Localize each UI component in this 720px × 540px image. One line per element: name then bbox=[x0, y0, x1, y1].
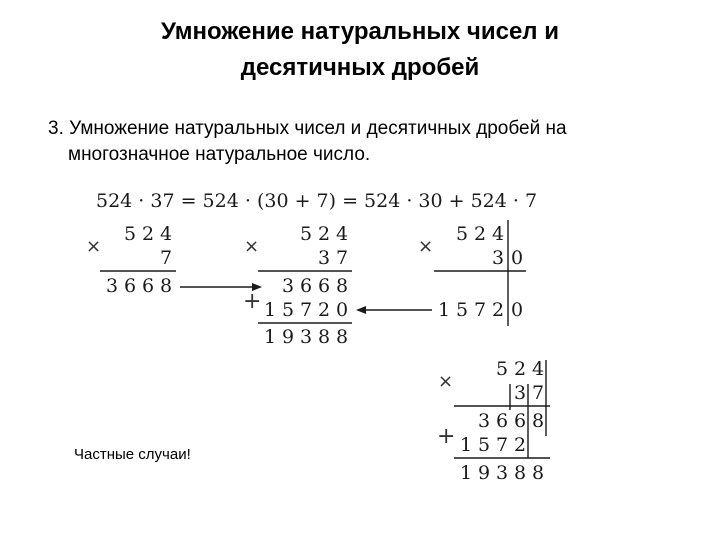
digit: 6 bbox=[496, 410, 509, 432]
digit: 1 bbox=[264, 299, 277, 321]
times-sign: × bbox=[438, 371, 454, 392]
digit: 0 bbox=[511, 299, 524, 321]
times-sign: × bbox=[86, 236, 102, 257]
digit: 3 bbox=[106, 275, 119, 297]
column-multiplication-3 bbox=[418, 220, 526, 326]
digit: 4 bbox=[532, 358, 545, 380]
times-sign: × bbox=[418, 236, 434, 257]
digit: 8 bbox=[336, 275, 349, 297]
digit: 1 bbox=[460, 462, 473, 484]
digit: 6 bbox=[318, 275, 331, 297]
digit: 7 bbox=[532, 382, 545, 404]
digit: 3 bbox=[514, 382, 527, 404]
digit: 9 bbox=[282, 326, 295, 348]
digit: 0 bbox=[511, 247, 524, 269]
digit: 3 bbox=[496, 462, 509, 484]
digit: 9 bbox=[478, 462, 491, 484]
digit: 5 bbox=[456, 299, 469, 321]
digit: 7 bbox=[474, 299, 487, 321]
digit: 4 bbox=[492, 223, 505, 245]
digit: 3 bbox=[300, 326, 313, 348]
digit: 8 bbox=[532, 462, 545, 484]
digit: 8 bbox=[336, 326, 349, 348]
column-multiplication-4 bbox=[437, 358, 550, 484]
digit: 7 bbox=[300, 299, 313, 321]
equation-text: 524 · 37 = 524 · (30 + 7) = 524 · 30 + 524 · 7 bbox=[96, 190, 538, 212]
digit: 5 bbox=[456, 223, 469, 245]
digit: 8 bbox=[160, 275, 173, 297]
plus-sign: + bbox=[437, 424, 456, 449]
digit: 7 bbox=[160, 247, 173, 269]
column-multiplication-2 bbox=[243, 223, 352, 348]
digit: 5 bbox=[300, 223, 313, 245]
digit: 3 bbox=[318, 247, 331, 269]
digit: 5 bbox=[478, 434, 491, 456]
digit: 2 bbox=[474, 223, 487, 245]
digit: 8 bbox=[514, 462, 527, 484]
digit: 2 bbox=[514, 434, 527, 456]
digit: 4 bbox=[336, 223, 349, 245]
digit: 6 bbox=[514, 410, 527, 432]
digit: 5 bbox=[496, 358, 509, 380]
digit: 8 bbox=[532, 410, 545, 432]
special-cases-note: Частные случаи! bbox=[74, 446, 191, 463]
digit: 1 bbox=[438, 299, 451, 321]
plus-sign: + bbox=[243, 289, 262, 314]
digit: 6 bbox=[300, 275, 313, 297]
digit: 7 bbox=[336, 247, 349, 269]
digit: 1 bbox=[264, 326, 277, 348]
digit: 6 bbox=[124, 275, 137, 297]
digit: 2 bbox=[318, 299, 331, 321]
digit: 2 bbox=[514, 358, 527, 380]
digit: 3 bbox=[478, 410, 491, 432]
item-line-1: 3. Умножение натуральных чисел и десятичных дробей на bbox=[48, 118, 567, 139]
digit: 3 bbox=[492, 247, 505, 269]
item-line-2: многозначное натуральное число. bbox=[68, 144, 371, 165]
digit: 5 bbox=[124, 223, 137, 245]
column-multiplication-1 bbox=[86, 223, 176, 297]
title-line-2: десятичных дробей bbox=[240, 54, 480, 81]
digit: 2 bbox=[492, 299, 505, 321]
digit: 0 bbox=[336, 299, 349, 321]
digit: 2 bbox=[142, 223, 155, 245]
digit: 3 bbox=[282, 275, 295, 297]
digit: 1 bbox=[460, 434, 473, 456]
digit: 8 bbox=[318, 326, 331, 348]
arrow-left bbox=[356, 306, 432, 314]
digit: 2 bbox=[318, 223, 331, 245]
digit: 4 bbox=[160, 223, 173, 245]
digit: 7 bbox=[496, 434, 509, 456]
digit: 6 bbox=[142, 275, 155, 297]
title-line-1: Умножение натуральных чисел и bbox=[161, 18, 559, 45]
digit: 5 bbox=[282, 299, 295, 321]
times-sign: × bbox=[244, 236, 260, 257]
